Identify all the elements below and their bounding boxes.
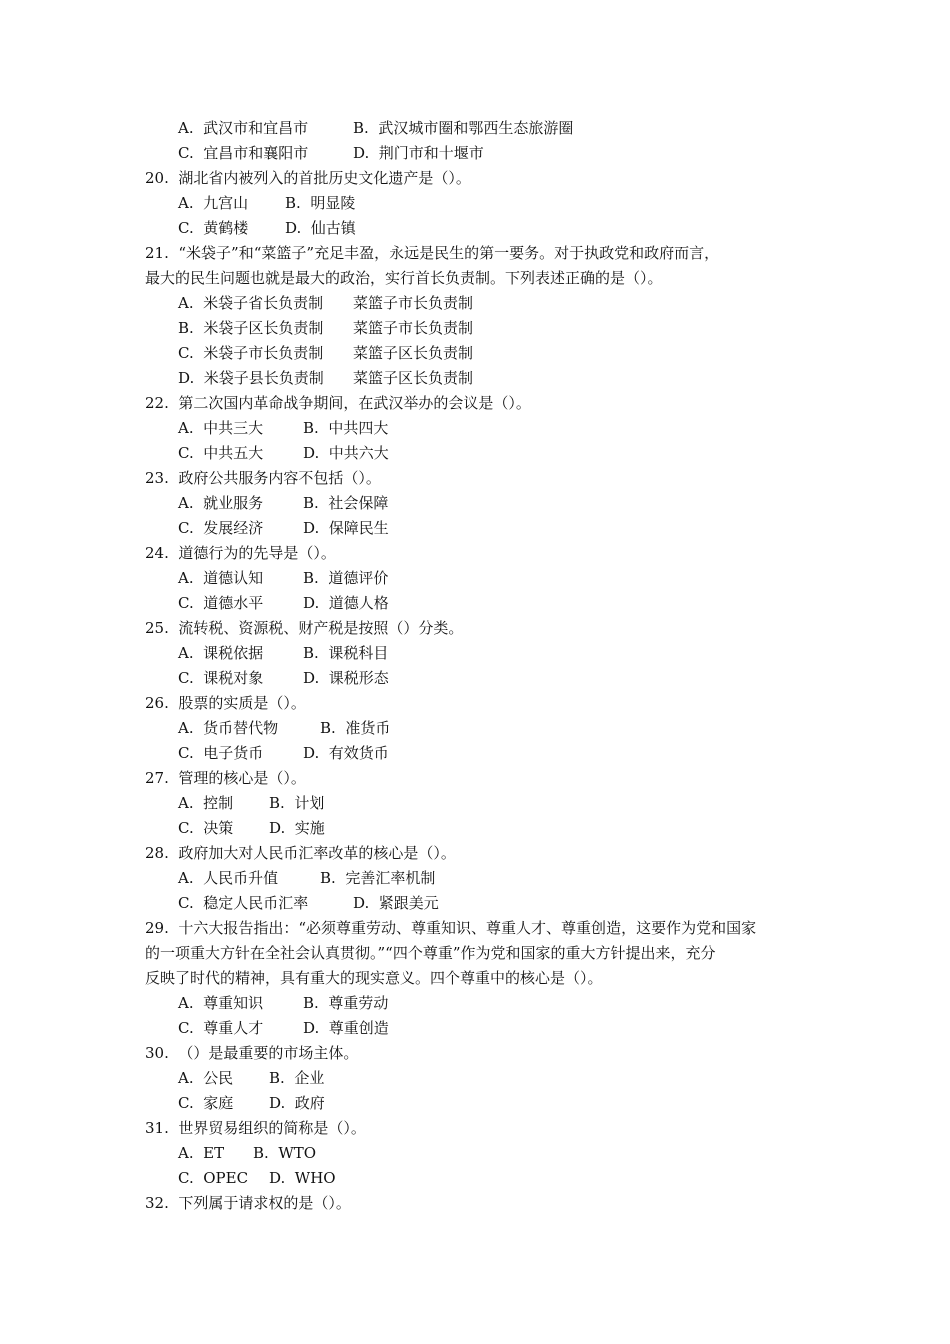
option-left: A. 中共三大 (178, 419, 264, 437)
question-text: 26. 股票的实质是（）。 (145, 694, 306, 712)
question-text: 20. 湖北省内被列入的首批历史文化遗产是（）。 (145, 169, 471, 187)
option-left: C. 米袋子市长负责制 (178, 344, 324, 362)
question-text: 最大的民生问题也就是最大的政治，实行首长负责制。下列表述正确的是（）。 (145, 269, 663, 287)
option-left: A. 九宫山 (178, 194, 249, 212)
question-text: 反映了时代的精神，具有重大的现实意义。四个尊重中的核心是（）。 (145, 969, 603, 987)
option-left: B. 米袋子区长负责制 (178, 319, 324, 337)
option-left: C. 黄鹤楼 (178, 219, 249, 237)
option-right: B. 尊重劳动 (303, 994, 389, 1012)
question-text: 23. 政府公共服务内容不包括（）。 (145, 469, 381, 487)
option-right: B. 计划 (269, 794, 325, 812)
option-right: D. 荆门市和十堰市 (353, 144, 484, 162)
question-text: 30. （）是最重要的市场主体。 (145, 1044, 359, 1062)
option-right: D. 紧跟美元 (353, 894, 439, 912)
question-text: 22. 第二次国内革命战争期间，在武汉举办的会议是（）。 (145, 394, 531, 412)
option-left: A. 公民 (178, 1069, 234, 1087)
option-right: B. 企业 (269, 1069, 325, 1087)
option-right: B. 道德评价 (303, 569, 389, 587)
option-right: B. 课税科目 (303, 644, 389, 662)
option-right: B. 武汉城市圈和鄂西生态旅游圈 (353, 119, 574, 137)
option-left: C. OPEC (178, 1169, 249, 1187)
question-text: 31. 世界贸易组织的简称是（）。 (145, 1119, 366, 1137)
option-right: D. 中共六大 (303, 444, 389, 462)
option-left: A. 人民币升值 (178, 869, 279, 887)
question-text: 的一项重大方针在全社会认真贯彻。”“四个尊重”作为党和国家的重大方针提出来，充分 (145, 944, 716, 962)
option-left: A. 课税依据 (178, 644, 264, 662)
option-right: 菜篮子市长负责制 (353, 294, 474, 312)
option-right: D. 仙古镇 (285, 219, 356, 237)
option-left: C. 宜昌市和襄阳市 (178, 144, 309, 162)
option-right: D. WHO (269, 1169, 336, 1187)
option-right: D. 实施 (269, 819, 325, 837)
option-right: B. 准货币 (320, 719, 391, 737)
question-text: 28. 政府加大对人民币汇率改革的核心是（）。 (145, 844, 456, 862)
option-left: C. 发展经济 (178, 519, 264, 537)
option-right: B. 社会保障 (303, 494, 389, 512)
option-left: C. 尊重人才 (178, 1019, 264, 1037)
option-left: C. 决策 (178, 819, 234, 837)
option-left: C. 课税对象 (178, 669, 264, 687)
question-text: 27. 管理的核心是（）。 (145, 769, 306, 787)
option-left: A. 道德认知 (178, 569, 264, 587)
option-left: C. 电子货币 (178, 744, 264, 762)
option-left: A. 武汉市和宜昌市 (178, 119, 309, 137)
option-left: A. 货币替代物 (178, 719, 279, 737)
option-left: A. 就业服务 (178, 494, 264, 512)
question-text: 32. 下列属于请求权的是（）。 (145, 1194, 351, 1212)
option-right: D. 保障民生 (303, 519, 389, 537)
option-left: C. 中共五大 (178, 444, 264, 462)
question-text: 24. 道德行为的先导是（）。 (145, 544, 336, 562)
option-right: 菜篮子市长负责制 (353, 319, 474, 337)
option-right: D. 有效货币 (303, 744, 389, 762)
option-right: 菜篮子区长负责制 (353, 344, 474, 362)
option-left: D. 米袋子县长负责制 (178, 369, 324, 387)
option-right: 菜篮子区长负责制 (353, 369, 474, 387)
option-left: C. 稳定人民币汇率 (178, 894, 309, 912)
option-right: D. 尊重创造 (303, 1019, 389, 1037)
option-left: A. 米袋子省长负责制 (178, 294, 324, 312)
option-right: B. 明显陵 (285, 194, 356, 212)
option-left: A. 尊重知识 (178, 994, 264, 1012)
option-right: D. 课税形态 (303, 669, 389, 687)
option-left: A. ET (178, 1144, 225, 1162)
option-right: B. 完善汇率机制 (320, 869, 436, 887)
option-left: C. 道德水平 (178, 594, 264, 612)
option-right: B. WTO (253, 1144, 317, 1162)
question-text: 25. 流转税、资源税、财产税是按照（）分类。 (145, 619, 464, 637)
option-left: C. 家庭 (178, 1094, 234, 1112)
question-text: 21. “米袋子”和“菜篮子”充足丰盈，永远是民生的第一要务。对于执政党和政府而言， (145, 244, 720, 262)
question-text: 29. 十六大报告指出：“必须尊重劳动、尊重知识、尊重人才、尊重创造，这要作为党和国家 (145, 919, 757, 937)
option-right: B. 中共四大 (303, 419, 389, 437)
option-right: D. 政府 (269, 1094, 325, 1112)
option-left: A. 控制 (178, 794, 234, 812)
option-right: D. 道德人格 (303, 594, 389, 612)
